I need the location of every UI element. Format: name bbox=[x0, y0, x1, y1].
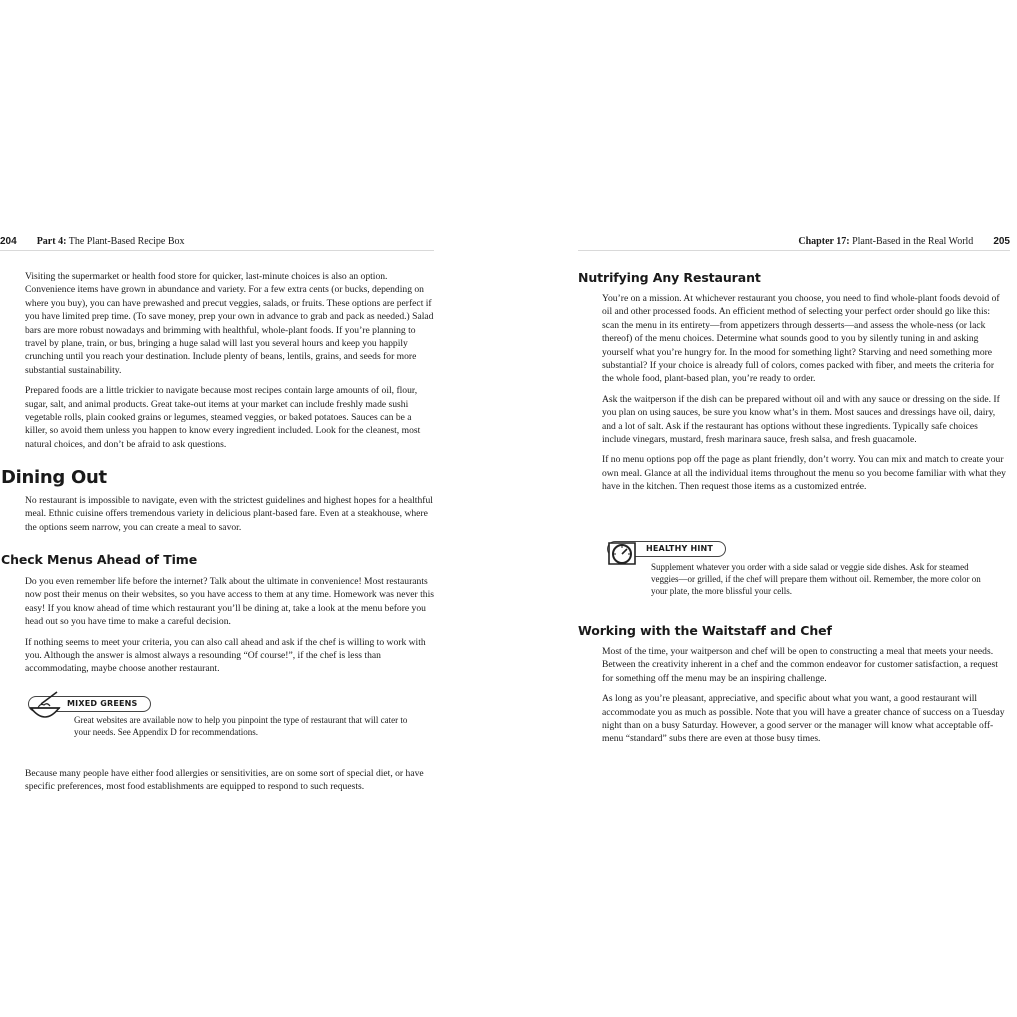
part-title: The Plant-Based Recipe Box bbox=[68, 236, 185, 247]
section-heading-dining-out: Dining Out bbox=[1, 467, 107, 488]
chapter-title: Plant-Based in the Real World bbox=[852, 236, 974, 247]
paragraph: As long as you’re pleasant, appreciative, and specific about what you want, a good restaurant will accommodate you as much as possible. Note that you will have a greater chance of success on a Tuesday night than on a busy Saturday. However, a good server or the manager will know what acceptable off-menu “standard” subs there are even at those busy times. bbox=[602, 693, 1005, 745]
paragraph: Do you even remember life before the internet? Talk about the ultimate in convenience! Most restaurants now post their menus on their websites, so you have access to them at any time. Homework was never this easy! If you know ahead of time which restaurant you’ll be dining at, take a look at the menu before you head out so you have time to make a careful decision. bbox=[25, 576, 434, 628]
paragraph: If no menu options pop off the page as plant friendly, don’t worry. You can mix and match to create your own meal. Glance at all the individual items throughout the menu so you become familiar with what they have in the kitchen. Then request those items as a customized entrée. bbox=[602, 454, 1006, 493]
paragraph: Prepared foods are a little trickier to navigate because most recipes contain large amounts of oil, flour, sugar, salt, and animal products. Great take-out items at your market can include freshly made sushi vegetable rolls, plain cooked grains or legumes, steamed veggies, or baked potatoes. Sauces can be a killer, so avoid them unless you happen to know every ingredient included. Look for the cleanest, most natural choices, and don’t be afraid to ask questions. bbox=[25, 385, 421, 450]
tip-label-mixed-greens: MIXED GREENS bbox=[28, 696, 151, 712]
heading-working-waitstaff: Working with the Waitstaff and Chef bbox=[578, 623, 832, 638]
salad-bowl-icon bbox=[27, 690, 63, 724]
check-menus-text bbox=[25, 575, 435, 683]
heading-nutrifying: Nutrifying Any Restaurant bbox=[578, 270, 761, 285]
paragraph: Ask the waitperson if the dish can be prepared without oil and with any sauce or dressing on the side. If you plan on using sauces, be sure you know what’s in them. Most sauces and dressings have oil, dairy, and a lot of salt. Ask if the restaurant has options without these ingredients. Typically safe choices include vinegars, mustard, fresh marinara sauce, fresh salsa, and fresh guacamole. bbox=[602, 393, 1000, 446]
paragraph: If nothing seems to meet your criteria, you can also call ahead and ask if the chef is willing to work with you. Although the answer is almost always a resounding “Of course!”, if the chef is less than accommodating, maybe choose another restaurant. bbox=[25, 636, 426, 675]
closing-text bbox=[25, 767, 435, 801]
healthy-hint-tip bbox=[605, 536, 1005, 598]
paragraph: Most of the time, your waitperson and chef will be open to constructing a meal that meets your needs. Between the creativity inherent in a chef and the common endeavor for customer satisfaction, a request for something off the menu may be an inspiring challenge. bbox=[602, 646, 998, 684]
scale-dial-icon bbox=[605, 536, 639, 570]
right-page-number: 205 bbox=[993, 236, 1010, 247]
tip-text-mixed-greens: Great websites are available now to help you pinpoint the type of restaurant that will cater to your needs. See Appendix D for recommendations. bbox=[74, 715, 408, 737]
paragraph: Visiting the supermarket or health food store for quicker, last-minute choices is also an option. Convenience items have grown in abundance and variety. For a few extra cents (or bucks, depending on where you buy), you can have prewashed and precut veggies, salads, or fruits. These options are perfect if you have limited prep time. (To save money, prep your own in advance to grab and pack as needed.) Salad bars are more robust nowadays and brimming with healthful, whole-plant foods. If you’re planning to travel by plane, train, or bus, bringing a huge salad will last you several hours and keep you happily crunching until you reach your destination. Include plenty of beans, lentils, grains, and seeds for more substantial sustainability. bbox=[25, 271, 434, 376]
chapter-label: Chapter 17: bbox=[798, 236, 850, 247]
right-running-head bbox=[578, 234, 1010, 251]
tip-text-healthy-hint: Supplement whatever you order with a side salad or veggie side dishes. Ask for steamed veggies—or grilled, if the chef will prepare them without oil. Remember, the more color on your plate, the more blissful your cells. bbox=[651, 562, 981, 596]
subheading-check-menus: Check Menus Ahead of Time bbox=[1, 552, 198, 567]
part-label: Part 4: bbox=[36, 236, 67, 247]
paragraph: No restaurant is impossible to navigate, even with the strictest guidelines and highest hopes for a healthful meal. Ethnic cuisine offers tremendous variety in delicious plant-based fare. Even at a steakhouse, where the options seem narrow, you can create a meal to savor. bbox=[25, 495, 433, 533]
waitstaff-text bbox=[602, 645, 1008, 753]
nutrifying-text bbox=[602, 292, 1008, 501]
left-page-number: 204 bbox=[0, 236, 17, 247]
paragraph: Because many people have either food allergies or sensitivities, are on some sort of special diet, or have specific preferences, most food establishments are equipped to respond to such requests. bbox=[25, 768, 424, 793]
tip-label-healthy-hint: HEALTHY HINT bbox=[607, 541, 726, 557]
mixed-greens-tip bbox=[25, 690, 425, 742]
paragraph: You’re on a mission. At whichever restaurant you choose, you need to find whole-plant foods devoid of oil and other processed foods. An efficient method of selecting your perfect order should go like this: scan the menu in its entirety—from appetizers through desserts—and assess the whole-ness (or lack thereof) of the menu choices. Determine what sounds good to you by silently tuning in and asking yourself what you’re hungry for. In the mood for something light? Starving and need something more substantial? If your choice is already full of colors, comes packed with fiber, and meets the criteria for the whole food, plant-based plan, you’re ready to order. bbox=[602, 293, 1000, 385]
intro-text bbox=[25, 270, 435, 458]
left-running-head bbox=[0, 234, 434, 251]
dining-out-text bbox=[25, 494, 435, 541]
